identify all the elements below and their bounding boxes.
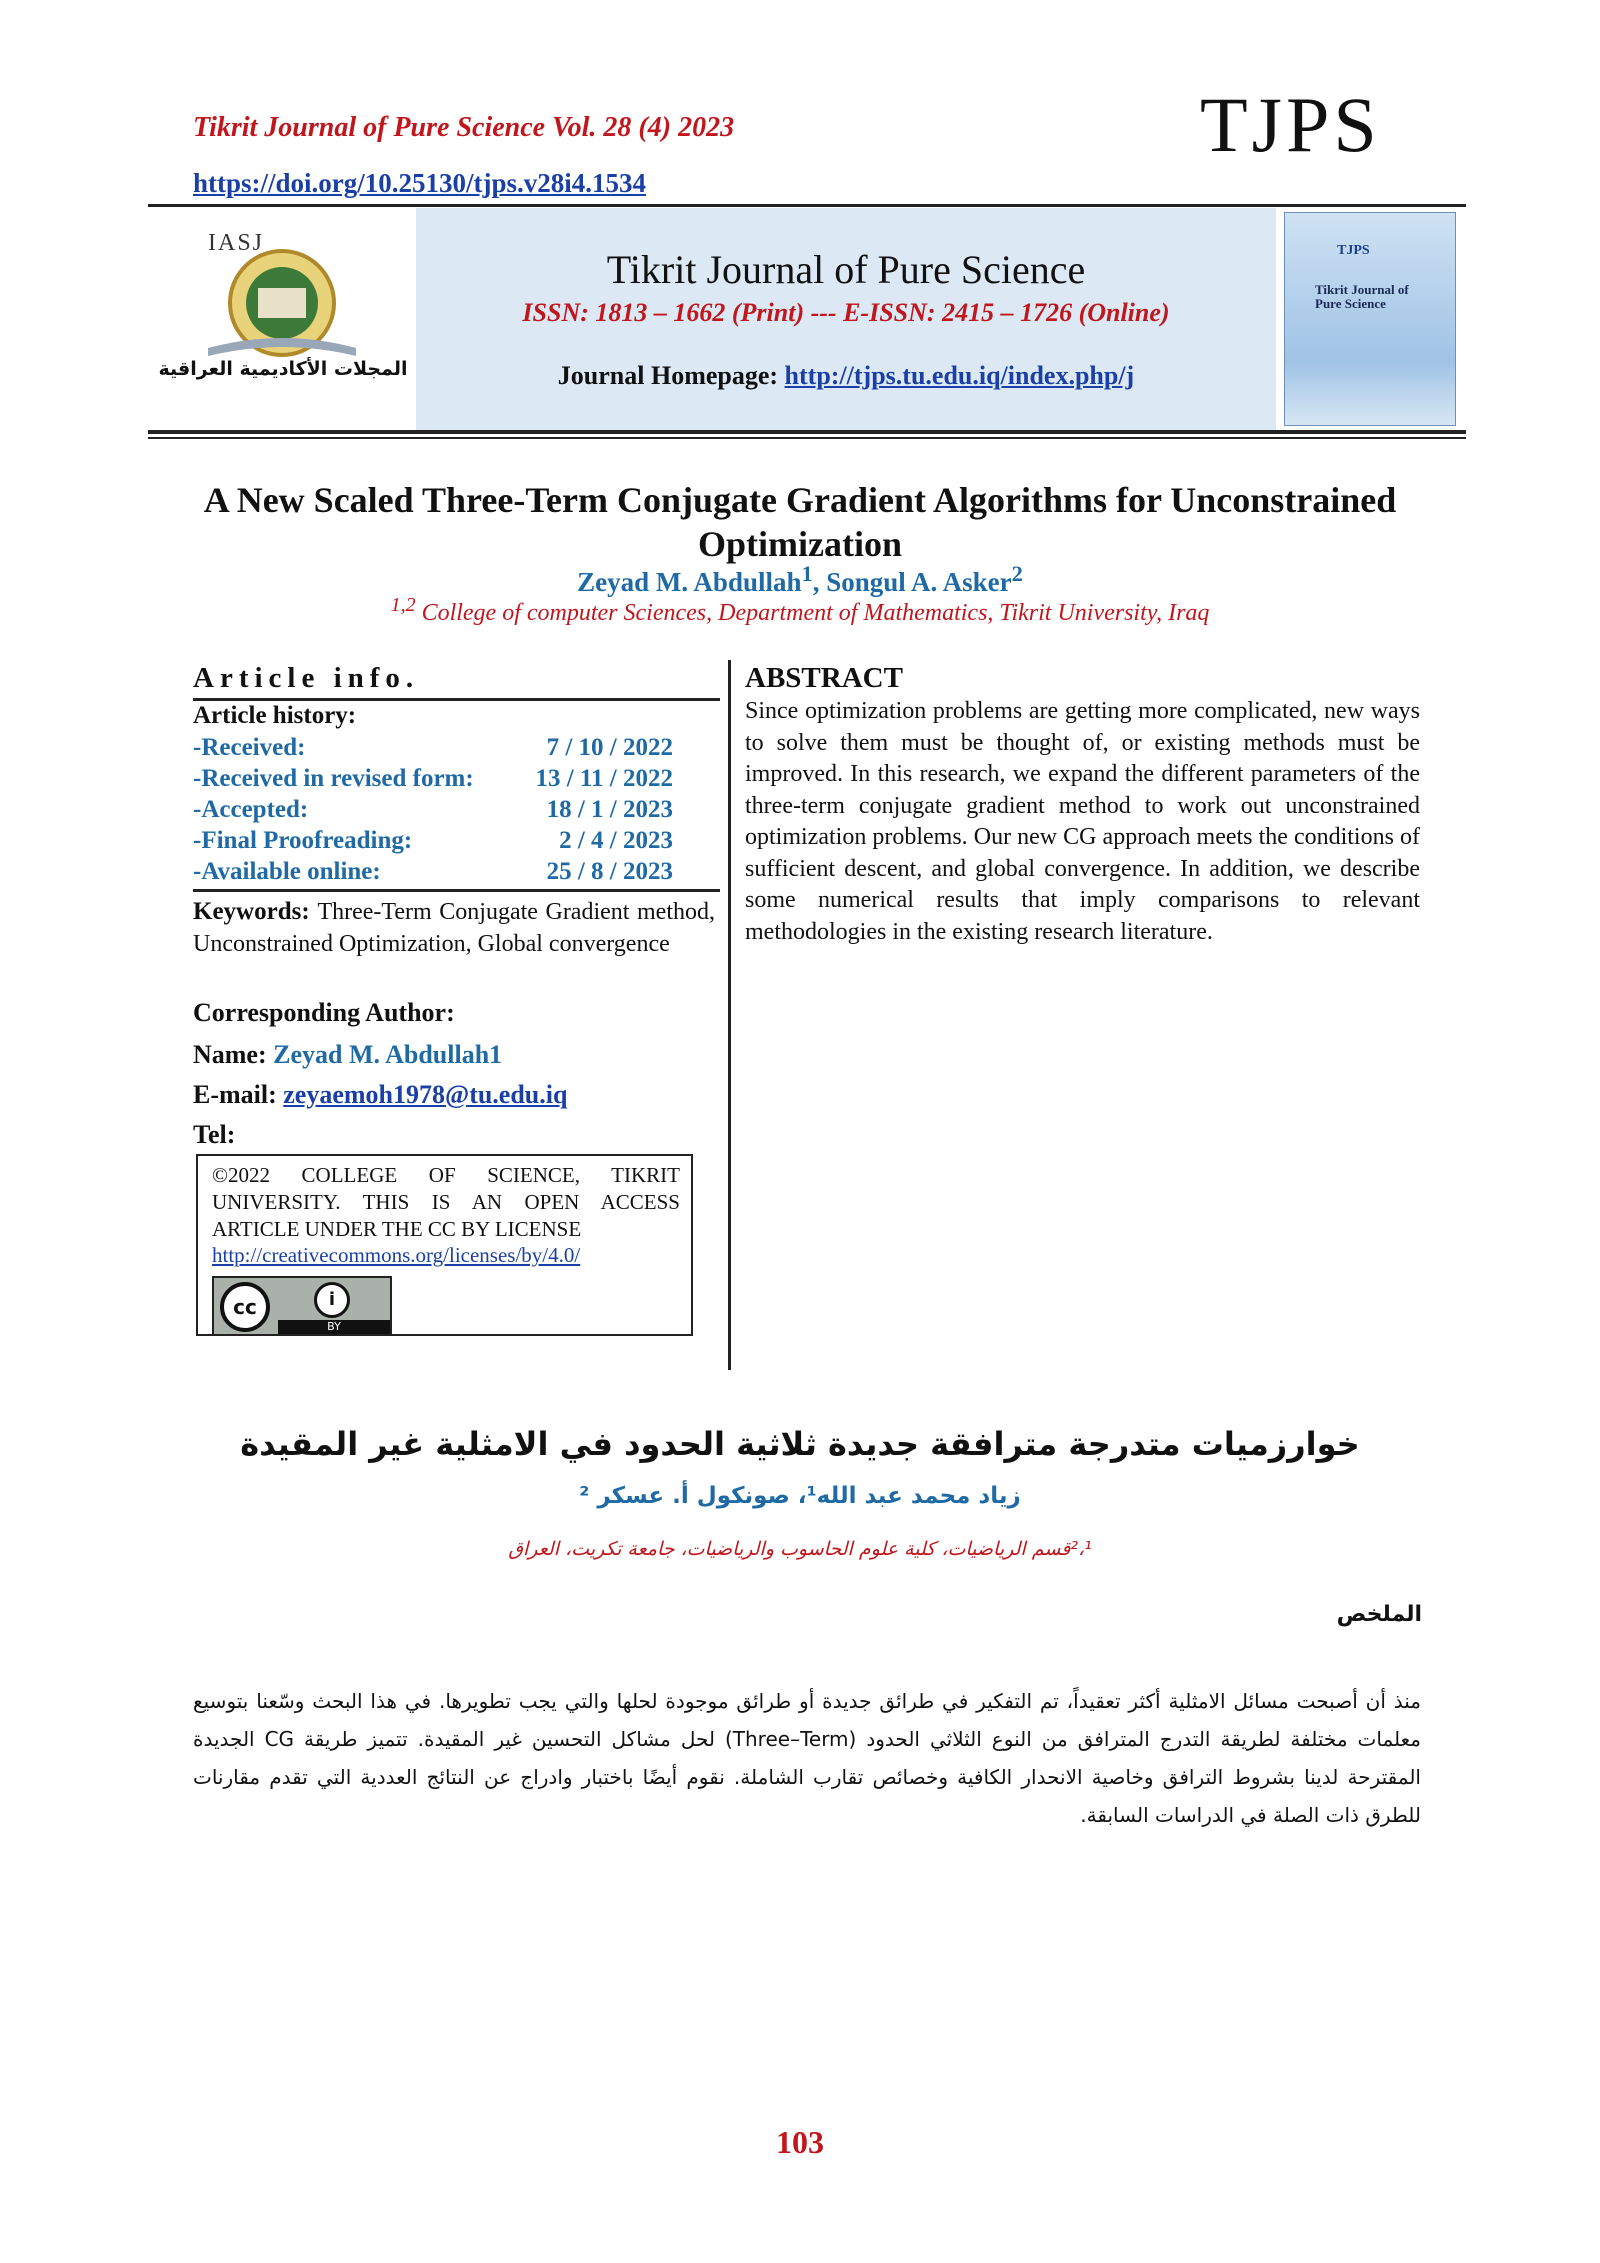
- history-label: -Received:: [193, 734, 306, 761]
- article-info-rule: [193, 698, 720, 701]
- affiliation-text: College of computer Sciences, Department of Mathematics, Tikrit University, Iraq: [415, 600, 1210, 626]
- arabic-authors: زياد محمد عبد الله¹، صونكول أ. عسكر ²: [579, 1483, 1021, 1509]
- email-label: E-mail:: [193, 1080, 284, 1109]
- name-value: Zeyad M. Abdullah1: [273, 1040, 503, 1069]
- arabic-affiliation: ²،¹قسم الرياضيات، كلية علوم الحاسوب والرياضيات، جامعة تكريت، العراق: [508, 1538, 1092, 1560]
- license-box: [196, 1154, 693, 1336]
- journal-banner-center: [416, 208, 1276, 430]
- history-row: [193, 734, 673, 765]
- author-1: Zeyad M. Abdullah: [577, 567, 802, 597]
- iasj-emblem-icon: [148, 208, 416, 430]
- arabic-abstract-heading: الملخص: [1336, 1602, 1422, 1627]
- history-value: 7 / 10 / 2022: [546, 734, 673, 761]
- history-value: 25 / 8 / 2023: [546, 858, 673, 885]
- journal-homepage-label: Journal Homepage:: [557, 361, 785, 390]
- tel-label: Tel:: [193, 1120, 236, 1149]
- email-link[interactable]: zeyaemoh1978@tu.edu.iq: [283, 1080, 568, 1109]
- journal-volume-line: Tikrit Journal of Pure Science Vol. 28 (4) 2023: [193, 112, 735, 143]
- affiliation-sup: 1,2: [390, 594, 416, 616]
- journal-name: Tikrit Journal of Pure Science: [606, 247, 1086, 292]
- arabic-title: خوارزميات متدرجة مترافقة جديدة ثلاثية الحدود في الامثلية غير المقيدة: [240, 1425, 1360, 1463]
- iasj-logo-text: IASJ: [208, 230, 265, 256]
- history-row: [193, 796, 673, 827]
- history-value: 2 / 4 / 2023: [559, 827, 673, 854]
- history-row: [193, 858, 673, 889]
- history-value: 13 / 11 / 2022: [535, 765, 673, 792]
- journal-issn: ISSN: 1813 – 1662 (Print) --- E-ISSN: 2415 – 1726 (Online): [522, 298, 1170, 327]
- article-affiliation: [200, 594, 1400, 627]
- iasj-logo: [148, 208, 416, 430]
- journal-banner: [148, 208, 1466, 430]
- history-label: -Final Proofreading:: [193, 827, 413, 854]
- header-rule-bottom: [148, 430, 1466, 434]
- license-text: ©2022 COLLEGE OF SCIENCE, TIKRIT UNIVERSITY. THIS IS AN OPEN ACCESS ARTICLE UNDER THE CC BY LICENSE: [212, 1163, 680, 1241]
- article-info-heading-wrap: [193, 662, 720, 695]
- name-label: Name:: [193, 1040, 274, 1069]
- cc-by-badge[interactable]: [212, 1276, 392, 1336]
- history-label: -Received in revised form:: [193, 765, 474, 792]
- article-info-heading: Article info.: [193, 662, 420, 694]
- article-title: A New Scaled Three-Term Conjugate Gradient Algorithms for Unconstrained Optimization: [203, 480, 1397, 564]
- tjps-logo: TJPS: [1200, 81, 1381, 168]
- journal-homepage: [416, 361, 1276, 391]
- author-1-sup: 1: [801, 561, 813, 586]
- cc-icon: cc: [220, 1282, 270, 1332]
- attribution-icon: i: [314, 1282, 350, 1318]
- keywords: [193, 896, 715, 960]
- abstract-body: Since optimization problems are getting more complicated, new ways to solve them must be thought of, or existing methods must be improved. In this research, we expand the different parameters of the three-term conjugate gradient method to work out unconstrained optimization problems. Our new CG approach meets the conditions of sufficient descent, and global convergence. In addition, we describe some numerical results that imply comparisons to relevant methodologies in the existing research literature.: [745, 698, 1420, 945]
- abstract-heading: ABSTRACT: [745, 662, 903, 694]
- keywords-label: Keywords:: [193, 898, 318, 925]
- history-value: 18 / 1 / 2023: [546, 796, 673, 823]
- article-history-heading: Article history:: [193, 702, 357, 729]
- header-rule-bottom-thin: [148, 437, 1466, 439]
- license-link[interactable]: http://creativecommons.org/licenses/by/4.0/: [212, 1243, 581, 1267]
- history-row: [193, 765, 673, 796]
- author-name-line: [193, 1040, 502, 1070]
- corresponding-author-heading: Corresponding Author:: [193, 998, 455, 1027]
- column-divider: [728, 660, 731, 1370]
- cover-title: Tikrit Journal of Pure Science: [1315, 282, 1409, 311]
- header-rule-top: [148, 204, 1466, 207]
- article-authors: [200, 561, 1400, 598]
- keywords-rule: [193, 889, 720, 892]
- cover-thumbnail: [1284, 212, 1456, 426]
- email-line: [193, 1080, 567, 1110]
- history-label: -Accepted:: [193, 796, 309, 823]
- page-number: 103: [776, 2124, 824, 2160]
- journal-homepage-link[interactable]: http://tjps.tu.edu.iq/index.php/j: [784, 361, 1135, 390]
- cover-tjps: TJPS: [1337, 243, 1370, 258]
- journal-cover-image: [1276, 208, 1466, 430]
- history-row: [193, 827, 673, 858]
- arabic-abstract-body: منذ أن أصبحت مسائل الامثلية أكثر تعقيداً، تم التفكير في طرائق جديدة أو طرائق موجودة لحلها والتي يجب تطويرها. في هذا البحث وسّعنا بتوسيع معلمات مختلفة لطريقة التدرج المترافق من النوع الثلاثي الحدود (Three–Term) لحل مشاكل التحسين غير المقيدة. تتميز طريقة CG الجديدة المقترحة لدينا بشروط الترافق وخاصية الانحدار الكافية وخصائص تقارب الشاملة. نقوم أيضًا باختبار وادراج عن النتائج العددية التي تقدم مقارنات للطرق ذات الصلة في الدراسات السابقة.: [193, 1689, 1421, 1827]
- doi-link[interactable]: https://doi.org/10.25130/tjps.v28i4.1534: [193, 168, 647, 198]
- author-separator: ,: [812, 567, 827, 597]
- by-label: BY: [278, 1320, 390, 1334]
- keywords-text: Three-Term Conjugate Gradient method, Unconstrained Optimization, Global convergence: [193, 899, 715, 957]
- author-2-sup: 2: [1011, 561, 1023, 586]
- author-2: Songul A. Asker: [826, 567, 1012, 597]
- history-label: -Available online:: [193, 858, 381, 885]
- iasj-arabic-name: المجلات الأكاديمية العراقية: [158, 358, 408, 380]
